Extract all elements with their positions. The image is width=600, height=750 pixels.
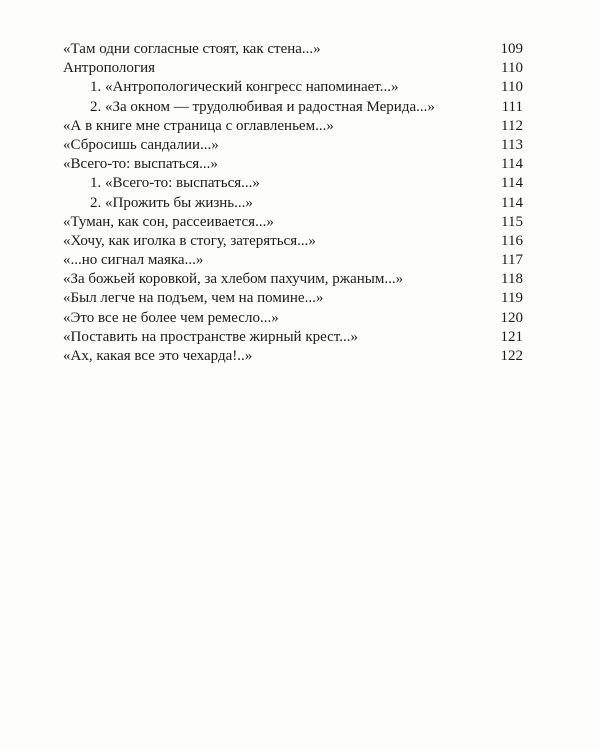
toc-entry-title: 1. «Всего-то: выспаться...»: [90, 175, 260, 192]
toc-entry-title: «Это все не более чем ремесло...»: [63, 309, 279, 326]
toc-entry-title: «Сбросишь сандалии...»: [63, 136, 219, 153]
toc-entry[interactable]: [63, 136, 523, 155]
toc-page-number: 116: [501, 232, 523, 249]
toc-page-number: 118: [501, 271, 523, 288]
toc-entry-title: 2. «За окном — трудолюбивая и радостная Мерида...»: [90, 98, 435, 115]
toc-entry-title: «Ах, какая все это чехарда!..»: [63, 348, 253, 364]
toc-page-number: 114: [501, 156, 523, 173]
toc-page-number: 110: [501, 79, 523, 96]
toc-page-number: 112: [501, 117, 523, 134]
toc-entry-title: «За божьей коровкой, за хлебом пахучим, ржаным...»: [63, 271, 404, 288]
toc-entry-title: Антропология: [63, 60, 155, 77]
toc-page-number: 120: [500, 309, 523, 326]
toc-entry[interactable]: [63, 328, 523, 347]
toc-page-number: 114: [501, 194, 523, 211]
toc-page-number: 114: [501, 175, 523, 192]
toc-page-number: 110: [501, 60, 523, 77]
toc-entry[interactable]: [63, 232, 523, 251]
toc-entry[interactable]: [63, 347, 523, 366]
toc-entry-title: «Всего-то: выспаться...»: [63, 156, 218, 173]
table-of-contents: [63, 40, 523, 366]
toc-entry[interactable]: [63, 40, 523, 59]
toc-entry-title: 1. «Антропологический конгресс напоминает...»: [90, 79, 399, 96]
toc-subentry[interactable]: [63, 98, 523, 117]
toc-subentry[interactable]: [63, 194, 523, 213]
toc-entry-title: «А в книге мне страница с оглавленьем...»: [63, 117, 334, 134]
toc-entry-title: 2. «Прожить бы жизнь...»: [90, 194, 253, 211]
toc-page-number: 121: [500, 328, 523, 345]
toc-entry-title: «Туман, как сон, рассеивается...»: [63, 213, 274, 230]
toc-subentry[interactable]: [63, 78, 523, 97]
toc-entry[interactable]: [63, 213, 523, 232]
toc-subentry[interactable]: [63, 174, 523, 193]
toc-entry[interactable]: [63, 155, 523, 174]
toc-page-number: 117: [501, 252, 523, 269]
toc-entry[interactable]: [63, 251, 523, 270]
toc-entry[interactable]: [63, 270, 523, 289]
toc-entry-title: «...но сигнал маяка...»: [63, 252, 204, 269]
toc-page-number: 109: [500, 41, 523, 57]
toc-entry[interactable]: [63, 59, 523, 78]
toc-entry-title: «Там одни согласные стоят, как стена...»: [63, 41, 321, 57]
toc-page-number: 115: [501, 213, 523, 230]
toc-page-number: 113: [501, 136, 523, 153]
toc-entry-title: «Поставить на пространстве жирный крест...»: [63, 328, 358, 345]
toc-page-number: 119: [501, 290, 523, 307]
toc-entry-title: «Был легче на подъем, чем на помине...»: [63, 290, 324, 307]
toc-page-number: 122: [500, 348, 523, 364]
toc-entry-title: «Хочу, как иголка в стогу, затеряться...»: [63, 232, 316, 249]
toc-entry[interactable]: [63, 309, 523, 328]
toc-page-number: 111: [501, 98, 523, 115]
toc-entry[interactable]: [63, 117, 523, 136]
toc-entry[interactable]: [63, 289, 523, 308]
